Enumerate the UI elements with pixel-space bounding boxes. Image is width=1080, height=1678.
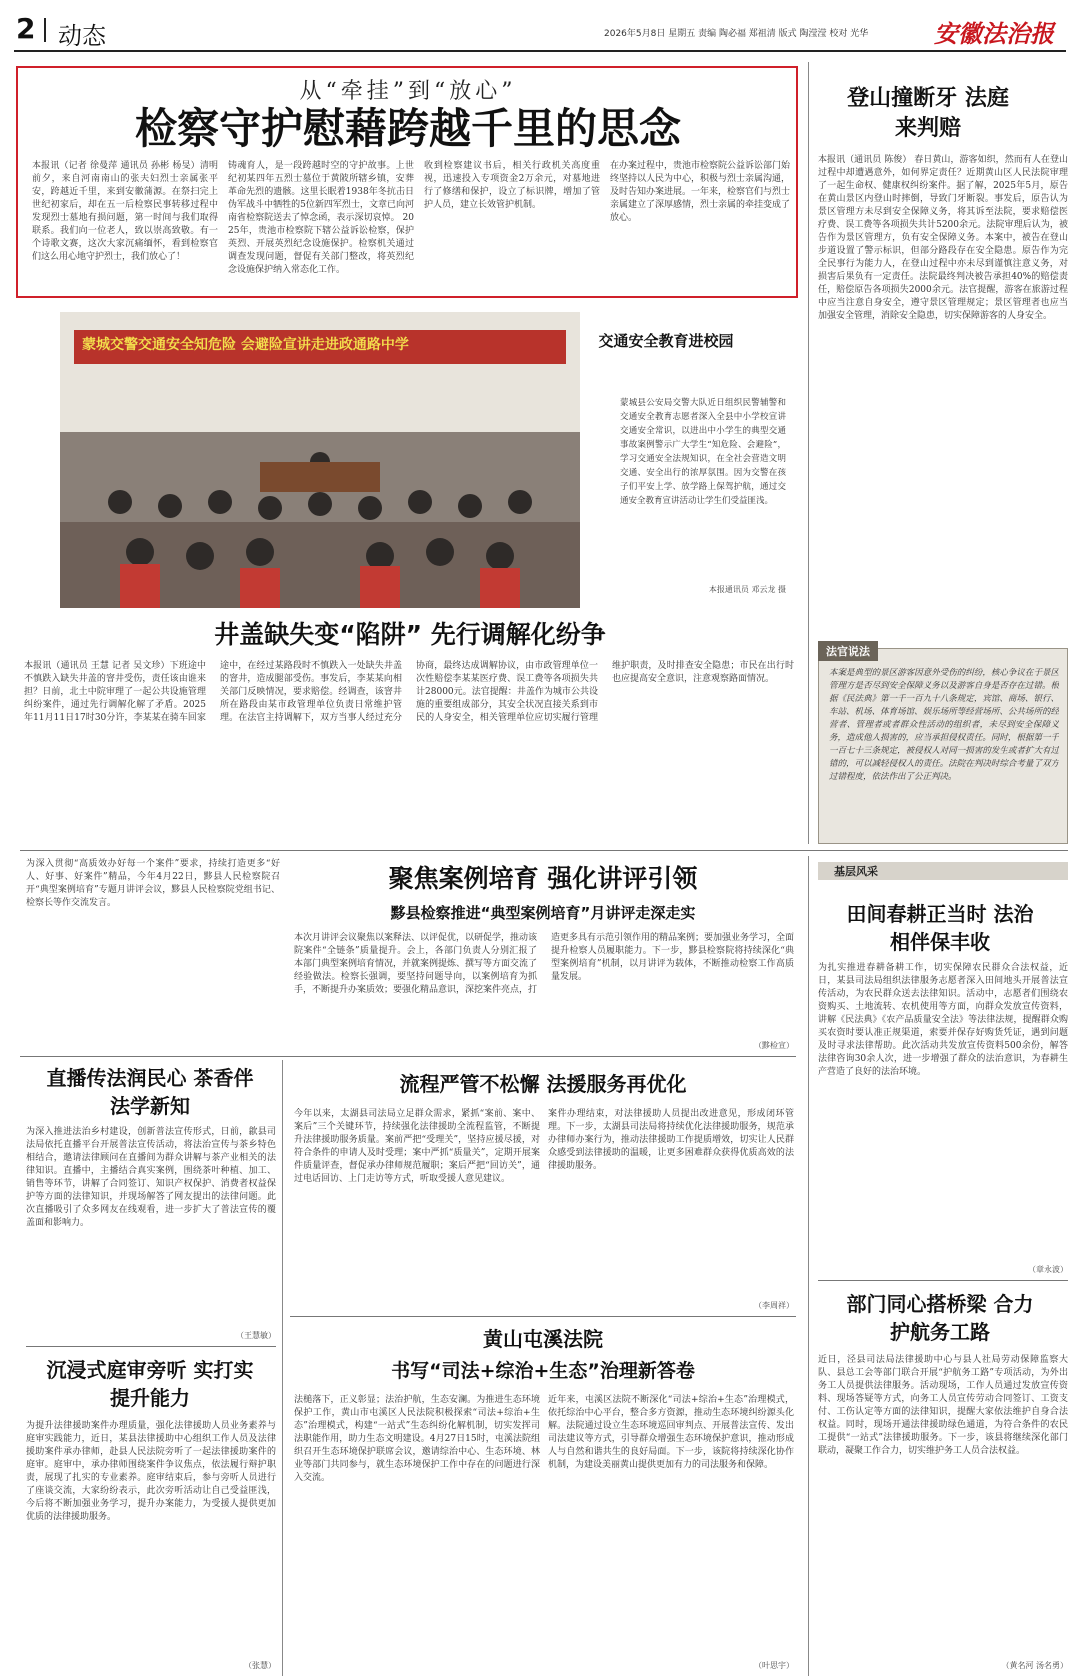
case-byline: （黟检宣） bbox=[754, 1041, 794, 1050]
left-t1-title: 直播传法润民心 茶香伴法学新知 bbox=[46, 1066, 254, 1118]
left-b1-byline: （王慧敏） bbox=[236, 1331, 276, 1340]
center-t1-title: 流程严管不松懈 法援服务再优化 bbox=[399, 1072, 687, 1096]
section-name: 动态 bbox=[58, 22, 106, 50]
photo-caption: 蒙城县公安局交警大队近日组织民警辅警和交通安全教育志愿者深入全县中小学校宣讲交通安全常识，以进出中小学生的典型交通事故案例警示广大学生“知危险、会避险”，学习交通安全法规知识，在全社会营造文明交通、安全出行的浓厚氛围。因为交警在孩子们平安上学、放学路上保驾护航，通过交通安全教育宣讲活动让学生们受益匪浅。 bbox=[620, 398, 786, 506]
lead-col-2 bbox=[228, 160, 414, 294]
left-col-rule bbox=[282, 1060, 283, 1676]
page-number: 2 bbox=[16, 12, 36, 45]
right-col-rule bbox=[808, 62, 809, 844]
photo-story bbox=[60, 312, 796, 608]
center-b3-body: 法槌落下，正义彰显；法治护航，生态安澜。为推进生态环境保护工作，黄山市屯溪区人民法院积极探索“司法+综治+生态”治理模式，构建“一站式”生态纠纷化解机制，切实发挥司法职能作用，助力生态文明建设。4月27日15时，屯溪法院组织召开生态环境保护联席会议，邀请综治中心、生态环境、林业等部门共同参与，就生态环境保护工作中存在的问题进行深入交流。 bbox=[294, 1395, 540, 1483]
left-b1-body: 为深入推进法治乡村建设，创新普法宣传形式，日前，歙县司法局依托直播平台开展普法宣传活动，将法治宣传与茶乡特色相结合，邀请法律顾问在直播间为群众讲解与茶产业相关的法律知识。直播中，主播结合真实案例，围绕茶叶种植、加工、销售等环节，讲解了合同签订、知识产权保护、消费者权益保护等方面的法律知识，并现场解答了网友提出的法律问题。此次直播吸引了众多网友在线观看，进一步扩大了普法宣传的覆盖面和影响力。 bbox=[26, 1127, 276, 1228]
basic-tag-label: 基层风采 bbox=[834, 865, 878, 878]
basic-r2-body: 近日，泾县司法局法律援助中心与县人社局劳动保障监察大队、县总工会等部门联合开展“护航务工路”专项活动，为外出务工人员提供法律服务。活动现场，工作人员通过发放宣传资料、现场答疑等方式，向务工人员宣传劳动合同签订、工资支付、工伤认定等方面的法律知识，提醒大家依法维护自身合法权益。同时，现场开通法律援助绿色通道，为符合条件的农民工提供“一站式”法律援助服务。下一步，该县将继续深化部门联动，凝聚工作合力，切实维护务工人员合法权益。 bbox=[818, 1355, 1068, 1456]
law-box-label: 法官说法 bbox=[818, 641, 878, 661]
lead-col-1 bbox=[32, 160, 218, 294]
center-b2-byline: （李周祥） bbox=[754, 1301, 794, 1310]
case-subtitle: 黟县检察推进“典型案例培育”月讲评走深走实 bbox=[390, 904, 696, 922]
lead-body-1: 本报讯（记者 徐曼萍 通讯员 孙彬 杨旻）清明前夕，来自河南南山的张夫妇烈士亲属张平安，跨越近千里，来到安徽蒲源。在祭扫完上世纪初家后，却在五一后检察民事转移过程中发现烈士墓地有损问题，第一时间与我们取得联系。我们向一位老人，致以崇高致敬。有一个诗歌文赛，这次大家沉痛缅怀，看到检察官们这么用心地守护烈士，我们放心了！ bbox=[32, 161, 218, 262]
lead-col-3 bbox=[424, 160, 600, 294]
center-b4-body: 近年来，屯溪区法院不断深化“司法+综治+生态”治理模式，依托综治中心平台，整合多方资源，推动生态环境纠纷源头化解。法院通过设立生态环境巡回审判点、开展普法宣传、发出司法建议等方式，引导群众增强生态环境保护意识，推动形成人与自然和谐共生的良好局面。下一步，该院将持续深化协作机制，为建设美丽黄山提供更加有力的司法服务和保障。 bbox=[548, 1395, 794, 1470]
center-mid-rule bbox=[290, 1316, 796, 1317]
paper-logo: 安徽法治报 bbox=[934, 19, 1054, 48]
center-t2-title: 黄山屯溪法院 bbox=[483, 1327, 603, 1351]
right-story-1 bbox=[818, 84, 1068, 644]
masthead-rule bbox=[14, 50, 1066, 52]
masthead bbox=[14, 12, 1066, 48]
basic-r2-title: 部门同心搭桥梁 合力护航务工路 bbox=[846, 1292, 1034, 1344]
lead-title: 检察守护慰藉跨越千里的思念 bbox=[134, 104, 681, 153]
case-body: 本次月讲评会议聚焦以案释法、以评促优，以研促学，推动该院案件“全链条”质量提升。会上，各部门负责人分别汇报了本部门典型案例培育情况，并就案例提炼、撰写等方面交流了经验做法。检察长强调，要坚持问题导向，以案例培育为抓手，不断提升办案质效；要强化精品意识，深挖案件亮点，打造更多具有示范引领作用的精品案例；要加强业务学习，全面提升检察人员履职能力。下一步，黟县检察院将持续深化“典型案例培育”机制，以月讲评为载体，不断推动检察工作高质量发展。 bbox=[294, 933, 794, 995]
basic-tag bbox=[818, 862, 1068, 880]
photo-credit: 本报通讯员 邓云龙 摄 bbox=[708, 585, 786, 594]
mid-title: 井盖缺失变“陷阱” 先行调解化纷争 bbox=[214, 620, 606, 649]
center-b4-byline: （叶思宇） bbox=[754, 1661, 794, 1670]
case-intro: 为深入贯彻“高质效办好每一个案件”要求，持续打造更多“好人、好事、好案件”精品，今年4月22日，黟县人民检察院召开“典型案例培育”专题月讲评会议，黟县人民检察院党组书记、检察长等作交流发言。 bbox=[26, 859, 280, 908]
right-story-1-body: 本报讯（通讯员 陈俊） 春日黄山，游客如织，然而有人在登山过程中却遭遇意外，如何界定责任？近期黄山区人民法院审理了一起生命权、健康权纠纷案件。据了解，2025年5月，原告在黄山景区内登山时摔倒，导致门牙断裂。事发后，原告认为景区管理方未尽到安全保障义务，将其诉至法院，要求赔偿医疗费、误工费等各项损失共计5200余元。法院审理后认为，被告作为景区管理方，负有安全保障义务。本案中，被告在登山步道设置了警示标识，但部分路段存在安全隐患。原告作为完全民事行为能力人，在登山过程中亦未尽到谨慎注意义务，对损害后果负有一定责任。法院最终判决被告承担40%的赔偿责任，赔偿原告各项损失2000余元。法官提醒，游客在旅游过程中应当注意自身安全，遵守景区管理规定；景区管理者也应当加强安全管理，消除安全隐患，切实保障游客的人身安全。 bbox=[818, 155, 1068, 321]
left-top-rule bbox=[20, 1056, 796, 1057]
lead-body-4: 收到检察建议书后，相关行政机关高度重视，迅速投入专项资金2万余元，对墓地进行了修缮和保护，设立了标识牌，增加了管护人员，建立长效管护机制。 bbox=[424, 161, 600, 210]
photo-story-title: 交通安全教育进校园 bbox=[598, 332, 734, 350]
basic-r2-byline: （黄名河 汤名勇） bbox=[1001, 1661, 1068, 1670]
issue-info: 2026年5月8日 星期五 责编 陶必福 郑祖清 版式 陶滢滢 校对 光华 bbox=[604, 29, 869, 39]
center-b2-body: 案件办理结束，对法律援助人员提出改进意见，形成闭环管理。下一步，太湖县司法局将持续优化法律援助服务，规范承办律师办案行为，推动法律援助工作提质增效，切实让人民群众感受到法律援助的温暖，让更多困难群众获得优质高效的法律援助服务。 bbox=[548, 1109, 794, 1171]
center-b1-body: 今年以来，太湖县司法局立足群众需求，紧抓“案前、案中、案后”三个关键环节，持续强化法律援助全流程监管，不断提升法律援助服务质量。案前严把“受理关”，坚持应援尽援，对符合条件的申请人及时受理；案中严抓“质量关”，定期开展案件质量评查，督促承办律师规范履职；案后严把“回访关”，通过电话回访、上门走访等方式，听取受援人意见建议。 bbox=[294, 1109, 540, 1184]
case-title: 聚焦案例培育 强化讲评引领 bbox=[388, 864, 698, 893]
lead-story bbox=[16, 66, 798, 298]
law-box-body: 本案是典型的景区游客因意外受伤的纠纷，核心争议在于景区管理方是否尽到安全保障义务以及游客自身是否存在过错。根据《民法典》第一千一百九十八条规定，宾馆、商场、银行、车站、机场、体育场馆、娱乐场所等经营场所、公共场所的经营者、管理者或者群众性活动的组织者，未尽到安全保障义务，造成他人损害的，应当承担侵权责任。同时，根据第一千一百七十三条规定，被侵权人对同一损害的发生或者扩大有过错的，可以减轻侵权人的责任。法院在判决时综合考量了双方过错程度，依法作出了公正判决。 bbox=[829, 668, 1059, 782]
lead-kicker: 从“牵挂”到“放心” bbox=[299, 79, 517, 104]
mid-body: 本报讯（通讯员 王慧 记者 吴文珍）下班途中不慎跌入缺失井盖的窨井受伤，责任该由谁来担？日前，北土中院审理了一起公共设施管理纠纷案件，通过先行调解化解了矛盾。2025年11月11日17时30分许，李某某在骑车回家途中，在经过某路段时不慎跌入一处缺失井盖的窨井，造成腿部受伤。事发后，李某某向相关部门反映情况，要求赔偿。经调查，该窨井所在路段由某市政管理单位负责日常维护管理。在法官主持调解下，双方当事人经过充分协商，最终达成调解协议，由市政管理单位一次性赔偿李某某医疗费、误工费等各项损失共计28000元。法官提醒：井盖作为城市公共设施的重要组成部分，其安全状况直接关系到市民的人身安全，相关管理单位应切实履行管理维护职责，及时排查安全隐患；市民在出行时也应提高安全意识，注意观察路面情况。 bbox=[24, 661, 794, 723]
left-b2-body: 为提升法律援助案件办理质量，强化法律援助人员业务素养与庭审实践能力，近日，某县法律援助中心组织工作人员及法律援助案件承办律师，赴县人民法院旁听了一起法律援助案件的庭审。庭审中，承办律师围绕案件争议焦点，依法履行辩护职责，展现了扎实的专业素养。庭审结束后，参与旁听人员进行了座谈交流，大家纷纷表示，此次旁听活动让自己受益匪浅，今后将不断加强业务学习，提升办案能力，为受援人提供更加优质的法律援助服务。 bbox=[26, 1421, 276, 1522]
lead-body-5: 在办案过程中，贵池市检察院公益诉讼部门始终坚持以人民为中心，积极与烈士亲属沟通，及时告知办案进展。一年来，检察官们与烈士亲属建立了深厚感情，烈士亲属的牵挂变成了放心。 bbox=[610, 161, 790, 223]
law-box bbox=[818, 645, 1068, 844]
left-t2-title: 沉浸式庭审旁听 实打实提升能力 bbox=[46, 1358, 254, 1410]
lead-col-4 bbox=[610, 160, 790, 294]
masthead-divider bbox=[44, 18, 46, 42]
basic-mid-rule bbox=[818, 1280, 1068, 1281]
center-t2-subtitle: 书写“司法+综治+生态”治理新答卷 bbox=[391, 1360, 695, 1382]
basic-col-rule bbox=[808, 856, 809, 1676]
photo-banner-text: 蒙城交警交通安全知危险 会避险宣讲走进政通路中学 bbox=[82, 337, 409, 353]
right-story-1-title: 登山撞断牙 法庭来判赔 bbox=[847, 86, 1009, 141]
mid-bottom-rule bbox=[20, 850, 1068, 851]
left-b2-byline: （张慧） bbox=[244, 1661, 276, 1670]
lead-body-2: 铸魂育人，是一段跨越时空的守护故事。上世纪初某四年五烈士墓位于黄陂所辖乡镇，安葬革命先烈的遗骸。这里长眠着1938年冬抗击日伪军战斗中牺牲的5位新四军烈士，文章已向河南省检察院送去了悼念函，表示深切哀悼。 bbox=[228, 161, 414, 223]
basic-r1-body: 为扎实推进春耕备耕工作，切实保障农民群众合法权益，近日，某县司法局组织法律服务志愿者深入田间地头开展普法宣传活动，为农民群众送去法律知识。活动中，志愿者们围绕农资购买、土地流转、农机使用等方面，向群众发放宣传资料，讲解《民法典》《农产品质量安全法》等法律法规，提醒群众购买农资时要认准正规渠道，索要并保存好购货凭证，遇到问题及时寻求法律帮助。此次活动共发放宣传资料500余份，解答法律咨询30余人次，进一步增强了群众的法治意识，为春耕生产营造了良好的法治环境。 bbox=[818, 963, 1068, 1077]
news-photo bbox=[60, 312, 580, 608]
basic-r1-title: 田间春耕正当时 法治相伴保丰收 bbox=[846, 902, 1034, 954]
lead-body-3: 2025年，贵池市检察院下辖公益诉讼检察，保护英烈、开展英烈纪念设施保护。检察机关通过调查发现问题，督促有关部门整改，将英烈纪念设施保护纳入常态化工作。 bbox=[228, 213, 414, 275]
left-mid-rule bbox=[26, 1346, 276, 1347]
basic-r1-byline: （章永波） bbox=[1028, 1265, 1068, 1274]
